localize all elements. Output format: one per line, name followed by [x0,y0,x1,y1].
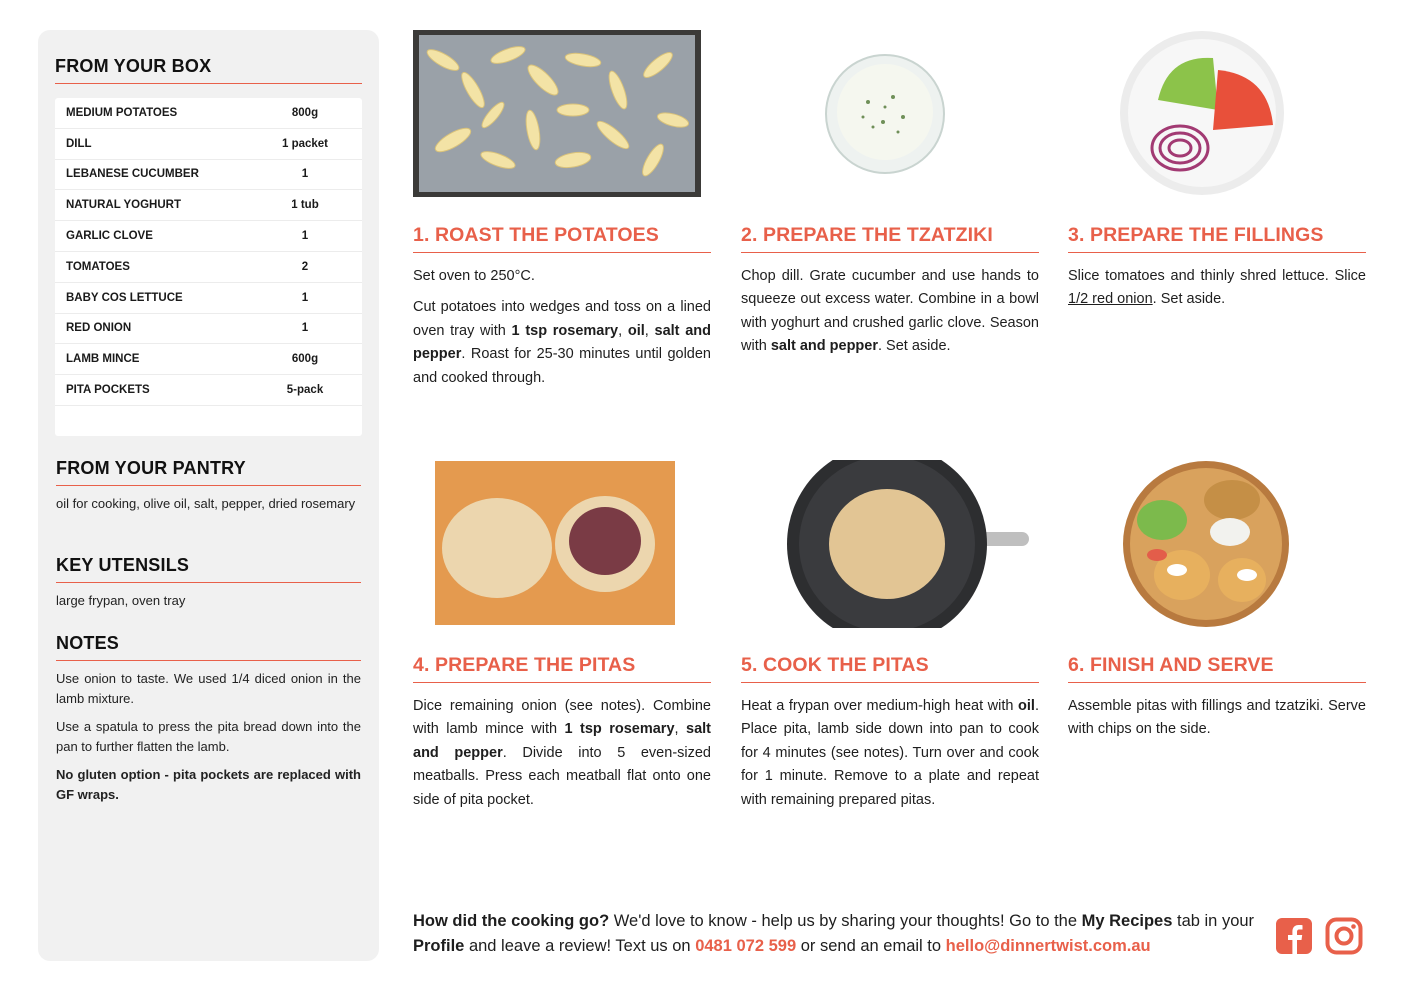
ingredient-row [55,344,362,375]
step-3-title: 3. PREPARE THE FILLINGS [1068,224,1366,253]
step-5-body [741,695,1039,812]
step-1-text: Set oven to 250°C. [413,268,535,284]
text-run: , [644,322,655,339]
step-2-body [741,265,1039,359]
facebook-icon[interactable] [1275,917,1313,955]
ingredient-row [55,375,362,406]
ingredient-row [55,252,362,283]
text-run: Cut potatoes into wedges and toss on a lined oven tray with [413,299,711,339]
step-6-title: 6. FINISH AND SERVE [1068,654,1366,683]
step-4-title: 4. PREPARE THE PITAS [413,654,711,683]
text-run: Dice remaining onion (see notes). Combine with lamb mince with [413,698,711,738]
bold-run: 1 tsp rosemary [511,322,619,339]
ingredient-row [55,314,362,345]
ingredient-qty: 1 [301,322,309,335]
instagram-icon[interactable] [1325,917,1363,955]
bold-run: oil [627,322,645,339]
ingredient-qty: 1 tub [291,199,319,212]
step-2 [741,224,1039,367]
utensils-heading: KEY UTENSILS [56,555,361,583]
text-run: tab in your [1172,912,1255,930]
ingredient-row [55,129,362,160]
step-4-text [413,695,711,812]
ingredient-qty: 1 [301,291,309,304]
ingredient-qty: 600g [291,353,319,366]
text-run: . Set aside. [878,338,951,355]
note-text: Use a spatula to press the pita bread down into the pan to further flatten the lamb. [56,719,361,754]
profile-label: Profile [413,937,465,955]
ingredient-name: DILL [66,137,92,150]
my-recipes-label: My Recipes [1081,912,1173,930]
ingredient-qty: 1 [301,230,309,243]
pantry-section [56,458,361,514]
roast-potatoes-image [413,30,701,197]
sidebar [38,30,379,961]
feedback-question: How did the cooking go? [413,912,610,930]
step-5 [741,654,1039,820]
step-2-title: 2. PREPARE THE TZATZIKI [741,224,1039,253]
bold-run: 1 tsp rosemary [564,721,675,738]
text-run: We'd love to know - help us by sharing your thoughts! Go to the [609,912,1082,930]
step-1-body [413,265,711,390]
text-run: and leave a review! Text us on [464,937,696,955]
ingredient-qty: 800g [291,106,319,119]
ingredient-row [55,283,362,314]
text-run: , [674,721,686,738]
ingredient-name: PITA POCKETS [66,384,150,397]
step-4-body [413,695,711,812]
ingredient-name: BABY COS LETTUCE [66,291,183,304]
ingredient-name: LAMB MINCE [66,353,140,366]
text-run: . Divide into 5 even-sized meatballs. Press each meatball flat onto one side of pita pocket. [413,744,711,808]
step-5-title: 5. COOK THE PITAS [741,654,1039,683]
step-6-text: Assemble pitas with fillings and tzatziki. Serve with chips on the side. [1068,698,1366,738]
bold-run: salt and pepper [413,322,711,363]
text-run: . Roast for 25-30 minutes until golden and cooked through. [413,346,711,386]
step-3-text [1068,265,1366,312]
ingredient-name: TOMATOES [66,260,130,273]
bold-run: salt and pepper [413,721,711,761]
ingredient-row [55,221,362,252]
step-3 [1068,224,1366,320]
email-link[interactable]: hello@dinnertwist.com.au [945,937,1151,955]
notes-section [56,633,361,813]
notes-heading: NOTES [56,633,361,661]
step-3-body [1068,265,1366,312]
finished-dish-image [1122,460,1290,628]
underlined-run: 1/2 red onion [1068,291,1153,308]
utensils-text: large frypan, oven tray [56,593,186,608]
note-text-gluten: No gluten option - pita pockets are replaced with GF wraps. [56,767,361,802]
ingredient-qty: 1 packet [281,137,329,150]
phone-link[interactable]: 0481 072 599 [695,937,797,955]
ingredient-name: NATURAL YOGHURT [66,199,181,212]
prepare-pitas-image [435,461,675,625]
ingredient-name: GARLIC CLOVE [66,230,153,243]
ingredients-table [55,98,362,436]
ingredient-row [55,160,362,191]
ingredient-name: RED ONION [66,322,132,335]
notes-body [56,669,361,805]
text-run: Heat a frypan over medium-high heat with [741,698,1019,714]
frypan-image [783,460,1031,628]
text-run: Slice tomatoes and thinly shred lettuce. Slice [1068,268,1366,284]
tzatziki-bowl-image [823,52,949,176]
ingredient-row [55,98,362,129]
utensils-section [56,555,361,611]
text-run: Chop dill. Grate cucumber and use hands to squeeze out excess water. Combine in a bowl with yoghurt and crushed garlic clove. Season with [741,268,1039,355]
step-6-body [1068,695,1366,742]
ingredient-qty: 2 [301,260,309,273]
step-1 [413,224,711,398]
note-text: Use onion to taste. We used 1/4 diced onion in the lamb mixture. [56,671,361,706]
bold-run: salt and pepper [770,338,878,355]
text-run: . Place pita, lamb side down into pan to cook for 4 minutes (see notes). Turn over and cook for 1 minute. Remove to a plate and repeat with remaining prepared pitas. [741,698,1039,808]
text-run: , [618,322,628,339]
step-6 [1068,654,1366,750]
ingredient-name: LEBANESE CUCUMBER [66,168,199,181]
fillings-plate-image [1118,30,1286,196]
pantry-text: oil for cooking, olive oil, salt, pepper, dried rosemary [56,496,356,511]
step-5-text [741,695,1039,812]
bold-run: oil [1018,698,1035,714]
feedback-footer [413,909,1263,959]
ingredient-qty: 5-pack [286,384,324,397]
step-1-text [413,296,711,390]
ingredient-row [55,190,362,221]
step-2-text [741,265,1039,359]
step-1-title: 1. ROAST THE POTATOES [413,224,711,253]
pantry-heading: FROM YOUR PANTRY [56,458,361,486]
ingredient-name: MEDIUM POTATOES [66,106,178,119]
ingredient-qty: 1 [301,168,309,181]
step-4 [413,654,711,820]
text-run: or send an email to [796,937,946,955]
box-heading: FROM YOUR BOX [55,56,362,84]
text-run: . Set aside. [1152,291,1226,308]
